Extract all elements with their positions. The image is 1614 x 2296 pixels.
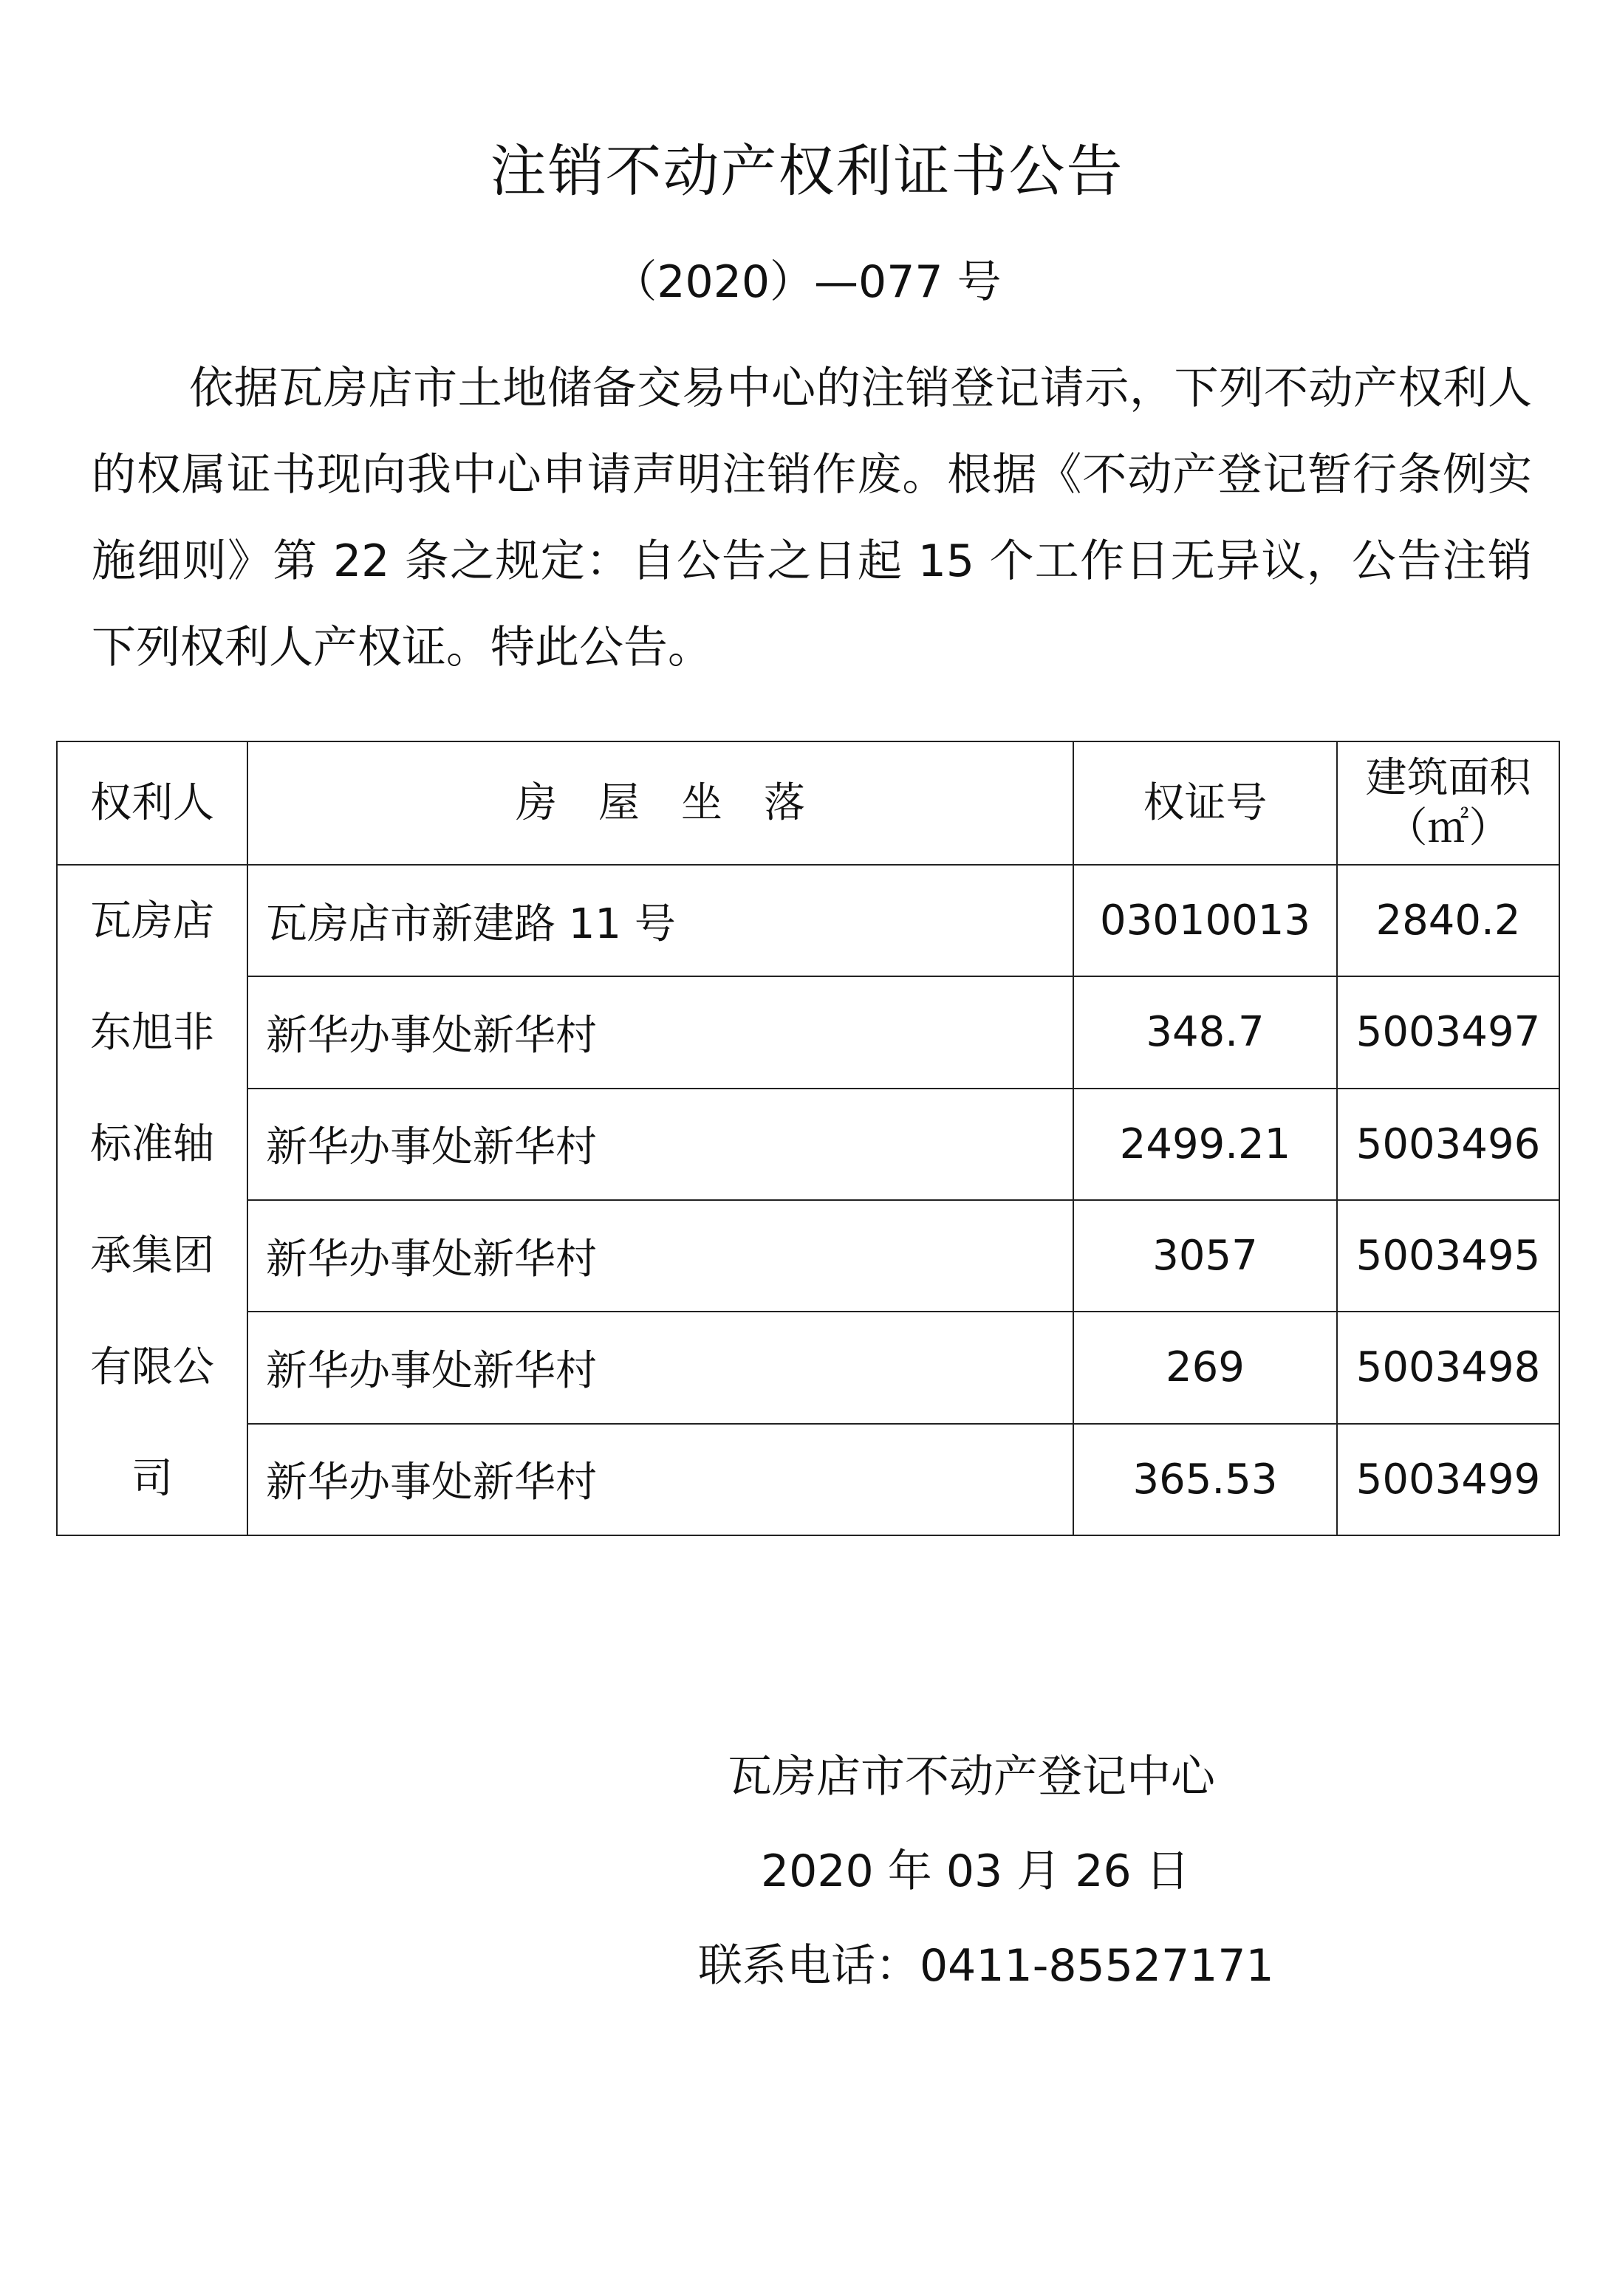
table-header-row [57, 741, 1559, 865]
cert-no-cell: 348.7 [1073, 976, 1337, 1088]
cert-no-cell: 365.53 [1073, 1424, 1337, 1535]
holder-cell [57, 865, 247, 1535]
holder-line: 瓦房店 [90, 897, 214, 945]
holder-line: 有限公 [90, 1343, 214, 1391]
area-cell: 5003497 [1337, 976, 1559, 1088]
issuing-organization: 瓦房店市不动产登记中心 [728, 1751, 1215, 1803]
header-cert-no: 权证号 [1073, 741, 1337, 865]
cert-no-cell: 269 [1073, 1312, 1337, 1423]
location-cell: 新华办事处新华村 [247, 1424, 1073, 1535]
header-location: 房 屋 坐 落 [247, 741, 1073, 865]
announcement-body: 依据瓦房店市土地储备交易中心的注销登记请示，下列不动产权利人的权属证书现向我中心申请声明注销作废。根据《不动产登记暂行条例实施细则》第 22 条之规定：自公告之日起 15 个工作日无异议，公告注销下列权利人产权证。特此公告。 [92, 363, 1532, 674]
area-cell: 2840.2 [1337, 865, 1559, 976]
table-row [57, 976, 1559, 1088]
holder-line: 东旭非 [90, 1009, 214, 1057]
location-cell: 瓦房店市新建路 11 号 [247, 865, 1073, 976]
table-row [57, 865, 1559, 976]
document-number: （2020）—077 号 [612, 256, 1002, 308]
issue-date: 2020 年 03 月 26 日 [761, 1846, 1190, 1897]
area-cell: 5003496 [1337, 1089, 1559, 1200]
table-row [57, 1200, 1559, 1312]
certificate-table [56, 741, 1560, 1536]
header-area [1337, 741, 1559, 865]
cert-no-cell: 2499.21 [1073, 1089, 1337, 1200]
area-cell: 5003495 [1337, 1200, 1559, 1312]
table-row [57, 1312, 1559, 1423]
location-cell: 新华办事处新华村 [247, 1089, 1073, 1200]
header-area-label: 建筑面积 [1365, 753, 1531, 802]
area-cell: 5003498 [1337, 1312, 1559, 1423]
page-title: 注销不动产权利证书公告 [490, 138, 1124, 204]
area-cell: 5003499 [1337, 1424, 1559, 1535]
cert-no-cell: 03010013 [1073, 865, 1337, 976]
table-row [57, 1089, 1559, 1200]
header-holder: 权利人 [57, 741, 247, 865]
table-row [57, 1424, 1559, 1535]
location-cell: 新华办事处新华村 [247, 1312, 1073, 1423]
header-area-unit: （㎡） [1386, 803, 1511, 852]
holder-line: 司 [131, 1455, 173, 1503]
holder-line: 标准轴 [90, 1120, 214, 1168]
location-cell: 新华办事处新华村 [247, 976, 1073, 1088]
holder-line: 承集团 [90, 1232, 214, 1280]
cert-no-cell: 3057 [1073, 1200, 1337, 1312]
contact-phone: 联系电话：0411-85527171 [698, 1940, 1274, 1992]
location-cell: 新华办事处新华村 [247, 1200, 1073, 1312]
